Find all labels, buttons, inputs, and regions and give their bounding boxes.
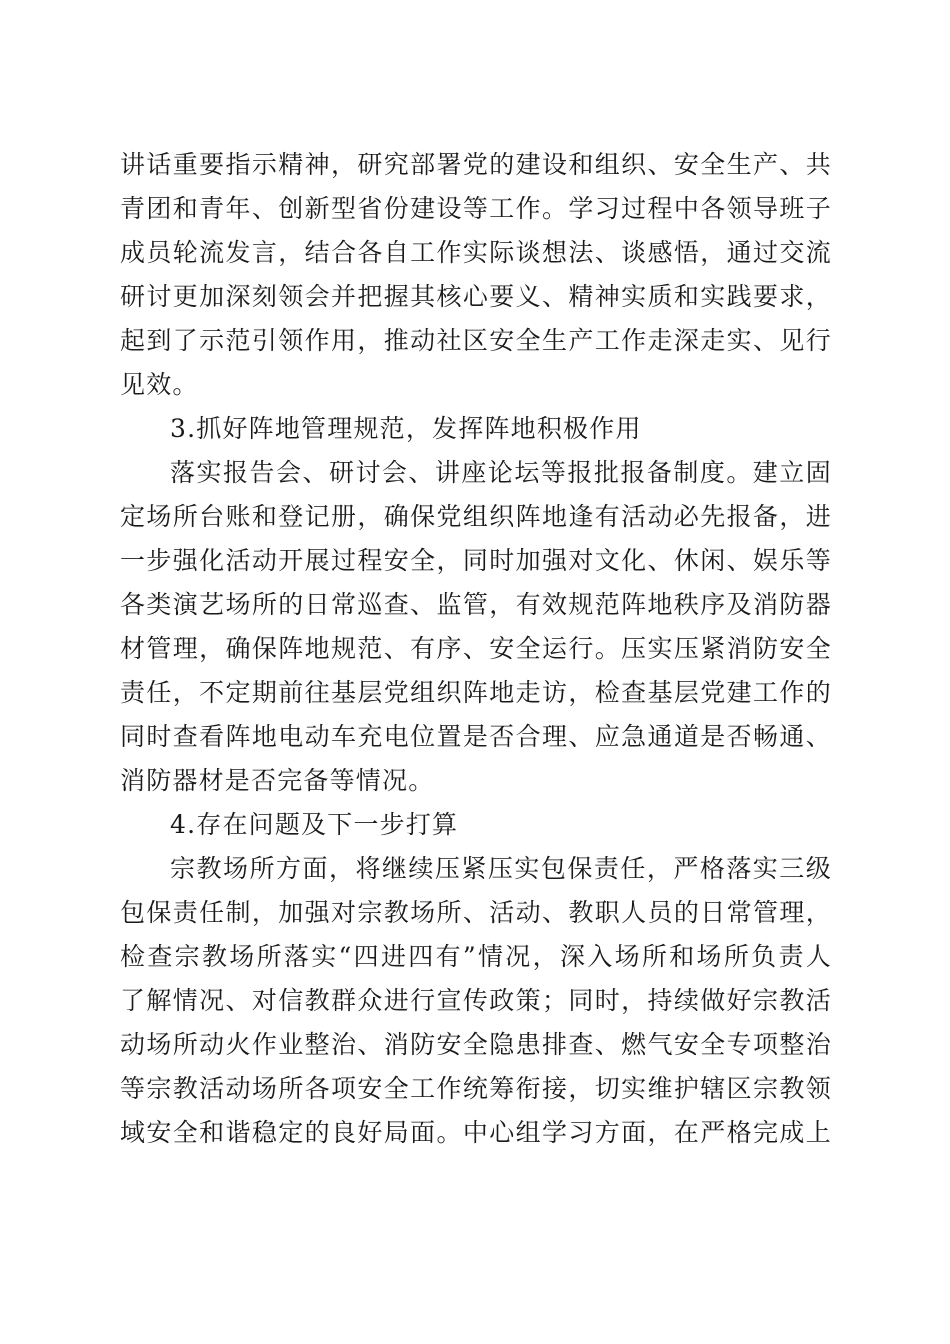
- text-line: 宗教场所方面，将继续压紧压实包保责任，严格落实三级: [170, 854, 832, 883]
- text-line: 见效。: [120, 370, 199, 399]
- text-line: 包保责任制，加强对宗教场所、活动、教职人员的日常管理，: [120, 898, 832, 927]
- text-line: 讲话重要指示精神，研究部署党的建设和组织、安全生产、共: [120, 150, 832, 179]
- text-line: 定场所台账和登记册，确保党组织阵地逢有活动必先报备，进: [120, 502, 832, 531]
- section-heading-3: 3.抓好阵地管理规范，发挥阵地积极作用: [170, 414, 642, 443]
- text-line: 一步强化活动开展过程安全，同时加强对文化、休闲、娱乐等: [120, 546, 832, 575]
- text-line: 同时查看阵地电动车充电位置是否合理、应急通道是否畅通、: [120, 722, 832, 751]
- text-line: 成员轮流发言，结合各自工作实际谈想法、谈感悟，通过交流: [120, 238, 832, 267]
- text-line: 检查宗教场所落实“四进四有”情况，深入场所和场所负责人: [120, 942, 832, 971]
- text-line: 青团和青年、创新型省份建设等工作。学习过程中各领导班子: [120, 194, 832, 223]
- text-line: 研讨更加深刻领会并把握其核心要义、精神实质和实践要求，: [120, 282, 832, 311]
- text-line: 材管理，确保阵地规范、有序、安全运行。压实压紧消防安全: [120, 634, 832, 663]
- text-line: 责任，不定期前往基层党组织阵地走访，检查基层党建工作的: [120, 678, 832, 707]
- document-body: [120, 143, 832, 1155]
- text-line: 消防器材是否完备等情况。: [120, 766, 435, 795]
- text-line: 域安全和谐稳定的良好局面。中心组学习方面，在严格完成上: [120, 1118, 832, 1147]
- text-line: 落实报告会、研讨会、讲座论坛等报批报备制度。建立固: [170, 458, 832, 487]
- text-line: 了解情况、对信教群众进行宣传政策；同时，持续做好宗教活: [120, 986, 832, 1015]
- text-line: 各类演艺场所的日常巡查、监管，有效规范阵地秩序及消防器: [120, 590, 832, 619]
- section-heading-4: 4.存在问题及下一步打算: [170, 810, 459, 839]
- text-line: 起到了示范引领作用，推动社区安全生产工作走深走实、见行: [120, 326, 832, 355]
- text-line: 等宗教活动场所各项安全工作统筹衔接，切实维护辖区宗教领: [120, 1074, 832, 1103]
- text-line: 动场所动火作业整治、消防安全隐患排查、燃气安全专项整治: [120, 1030, 832, 1059]
